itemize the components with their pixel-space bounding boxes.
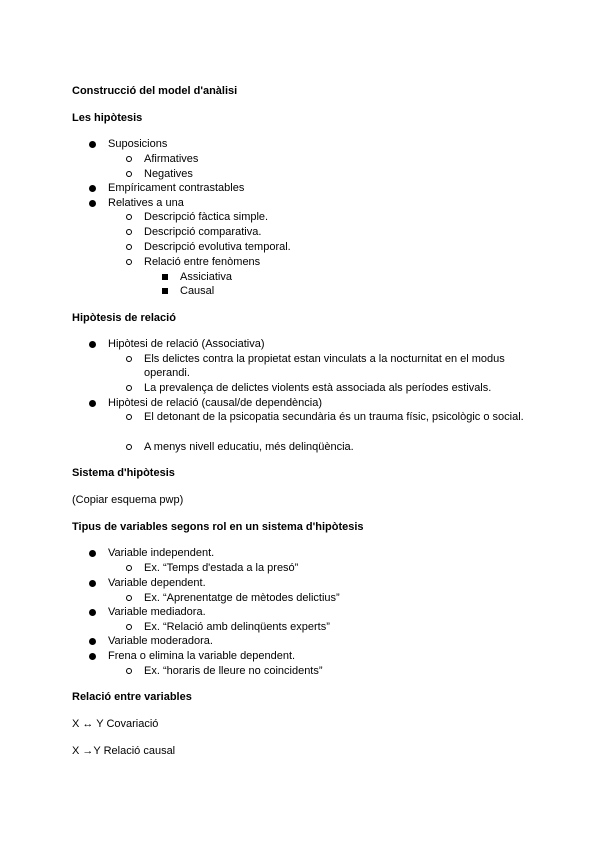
bullet-circle-icon bbox=[126, 244, 132, 250]
list-item: Ex. “Temps d'estada a la presó” bbox=[144, 562, 299, 574]
list-item: Suposicions bbox=[108, 138, 168, 150]
bullet-disc-icon bbox=[89, 341, 96, 348]
bullet-circle-icon bbox=[126, 356, 132, 362]
list-item: Relatives a una bbox=[108, 197, 184, 209]
list-item: Ex. “Relació amb delinqüents experts” bbox=[144, 621, 330, 633]
document-title: Construcció del model d'anàlisi bbox=[72, 85, 238, 97]
causal-line: X →Y Relació causal bbox=[72, 745, 176, 757]
bullet-circle-icon bbox=[126, 229, 132, 235]
heading-hipotesis: Les hipòtesis bbox=[72, 112, 143, 124]
bullet-disc-icon bbox=[89, 400, 96, 407]
list-item: Afirmatives bbox=[144, 153, 199, 165]
bullet-disc-icon bbox=[89, 185, 96, 192]
list-item: A menys nivell educatiu, més delinqüència. bbox=[144, 441, 354, 453]
list-item: Ex. “horaris de lleure no coincidents” bbox=[144, 665, 323, 677]
bullet-circle-icon bbox=[126, 414, 132, 420]
list-item: Hipòtesi de relació (causal/de dependència) bbox=[108, 397, 323, 409]
bullet-disc-icon bbox=[89, 580, 96, 587]
sistema-note: (Copiar esquema pwp) bbox=[72, 494, 184, 506]
bullet-circle-icon bbox=[126, 668, 132, 674]
bullet-square-icon bbox=[162, 288, 168, 294]
list-item: Relació entre fenòmens bbox=[144, 256, 261, 268]
heading-tipus: Tipus de variables segons rol en un sistema d'hipòtesis bbox=[72, 521, 364, 533]
covariacio-line: X ↔ Y Covariació bbox=[72, 718, 159, 730]
list-item: Variable moderadora. bbox=[108, 635, 213, 647]
bullet-circle-icon bbox=[126, 595, 132, 601]
list-item: El detonant de la psicopatia secundària és un trauma físic, psicològic o social. bbox=[144, 411, 524, 423]
bullet-circle-icon bbox=[126, 624, 132, 630]
list-item: Negatives bbox=[144, 168, 193, 180]
bullet-circle-icon bbox=[126, 214, 132, 220]
bullet-square-icon bbox=[162, 274, 168, 280]
list-item: Descripció comparativa. bbox=[144, 226, 262, 238]
bullet-disc-icon bbox=[89, 609, 96, 616]
bullet-disc-icon bbox=[89, 638, 96, 645]
list-item: Variable mediadora. bbox=[108, 606, 206, 618]
bullet-circle-icon bbox=[126, 385, 132, 391]
list-item: Empíricament contrastables bbox=[108, 182, 245, 194]
list-item: La prevalença de delictes violents està associada als períodes estivals. bbox=[144, 382, 492, 394]
list-item: Causal bbox=[180, 285, 215, 297]
bullet-circle-icon bbox=[126, 259, 132, 265]
list-item: Variable dependent. bbox=[108, 577, 206, 589]
bullet-disc-icon bbox=[89, 141, 96, 148]
list-item: Descripció evolutiva temporal. bbox=[144, 241, 291, 253]
list-item: Ex. “Aprenentatge de mètodes delictius” bbox=[144, 592, 340, 604]
list-item: Variable independent. bbox=[108, 547, 215, 559]
list-item: Hipòtesi de relació (Associativa) bbox=[108, 338, 265, 350]
heading-relacio: Hipòtesis de relació bbox=[72, 312, 176, 324]
bullet-circle-icon bbox=[126, 565, 132, 571]
list-item: Assiciativa bbox=[180, 271, 232, 283]
list-item: Frena o elimina la variable dependent. bbox=[108, 650, 296, 662]
bullet-circle-icon bbox=[126, 156, 132, 162]
bullet-disc-icon bbox=[89, 550, 96, 557]
bullet-disc-icon bbox=[89, 200, 96, 207]
list-item: Descripció fàctica simple. bbox=[144, 211, 269, 223]
list-item: Els delictes contra la propietat estan vinculats a la nocturnitat en el modus operandi. bbox=[144, 353, 505, 379]
bullet-circle-icon bbox=[126, 444, 132, 450]
heading-variables: Relació entre variables bbox=[72, 691, 192, 703]
bullet-circle-icon bbox=[126, 171, 132, 177]
bullet-disc-icon bbox=[89, 653, 96, 660]
heading-sistema: Sistema d'hipòtesis bbox=[72, 467, 175, 479]
